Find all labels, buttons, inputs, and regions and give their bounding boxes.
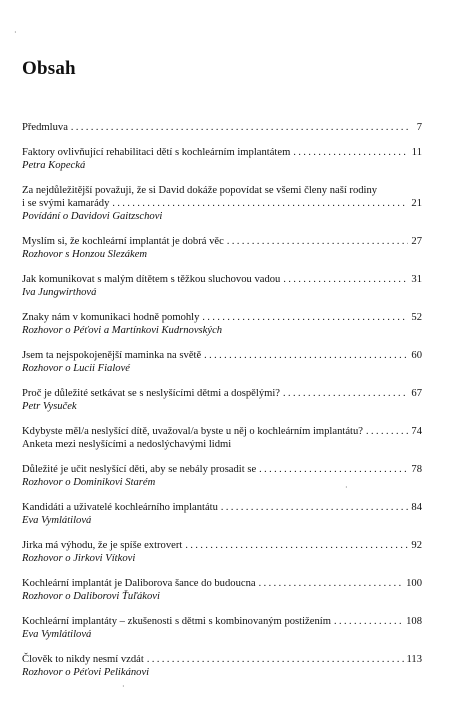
dot-leader bbox=[204, 349, 408, 362]
toc-entry[interactable] bbox=[22, 387, 422, 413]
toc-entry-line bbox=[22, 146, 422, 159]
toc-entry-title: Kochleární implantáty – zkušenosti s dětmi s kombinovaným postižením bbox=[22, 616, 331, 627]
toc-entry-line bbox=[22, 615, 422, 628]
toc-entry[interactable] bbox=[22, 349, 422, 375]
toc-entry-author: Rozhovor o Daliborovi Ťuľákovi bbox=[22, 591, 160, 602]
dot-leader bbox=[283, 387, 408, 400]
toc-entry-author: Rozhovor o Péťovi Pelikánovi bbox=[22, 667, 150, 678]
toc-entry-page-number: 52 bbox=[411, 312, 422, 323]
toc-entry-page-number: 92 bbox=[411, 540, 422, 551]
toc-entry-page-number: 74 bbox=[411, 426, 422, 437]
toc-entry-page-number: 108 bbox=[406, 616, 422, 627]
dot-leader bbox=[147, 653, 404, 666]
toc-entry-line bbox=[22, 387, 422, 400]
toc-entry[interactable] bbox=[22, 539, 422, 565]
toc-entry-line bbox=[22, 463, 422, 476]
dot-leader bbox=[71, 121, 411, 134]
toc-entry-title: Člověk to nikdy nesmí vzdát bbox=[22, 654, 144, 665]
toc-entry-author: Petra Kopecká bbox=[22, 160, 86, 171]
toc-entry-title: i se svými kamarády bbox=[22, 198, 110, 209]
toc-entry-title: Jsem ta nejspokojenější maminka na světě bbox=[22, 350, 202, 361]
toc-entry-author: Rozhovor o Péťovi a Martínkovi Kudrnovských bbox=[22, 325, 223, 336]
dot-leader bbox=[259, 463, 408, 476]
dot-leader bbox=[185, 539, 408, 552]
toc-entry-line bbox=[22, 197, 422, 210]
scan-speck: · bbox=[122, 682, 125, 691]
toc-entry-page-number: 7 bbox=[416, 122, 422, 133]
toc-entry[interactable] bbox=[22, 425, 422, 451]
toc-entry-title-line: Za nejdůležitější považuji, že si David dokáže popovídat se všemi členy naší rodiny bbox=[22, 185, 378, 196]
toc-entry[interactable] bbox=[22, 235, 422, 261]
toc-entry[interactable] bbox=[22, 501, 422, 527]
toc-entry-title: Znaky nám v komunikaci hodně pomohly bbox=[22, 312, 200, 323]
toc-entry-title: Faktory ovlivňující rehabilitaci dětí s kochleárním implantátem bbox=[22, 147, 291, 158]
toc-entry-author: Petr Vysuček bbox=[22, 401, 77, 412]
toc-entry-title: Myslím si, že kochleární implantát je dobrá věc bbox=[22, 236, 224, 247]
toc-entry[interactable] bbox=[22, 615, 422, 641]
toc-entry-page-number: 113 bbox=[406, 654, 422, 665]
toc-entry[interactable] bbox=[22, 273, 422, 299]
toc-entry-line bbox=[22, 235, 422, 248]
toc-entry-page-number: 31 bbox=[411, 274, 422, 285]
toc-entry-page-number: 67 bbox=[411, 388, 422, 399]
toc-entry-page-number: 60 bbox=[411, 350, 422, 361]
toc-entry-line bbox=[22, 273, 422, 286]
toc-entry-title: Předmluva bbox=[22, 122, 68, 133]
toc-entry-line bbox=[22, 501, 422, 514]
dot-leader bbox=[221, 501, 408, 514]
dot-leader bbox=[293, 146, 408, 159]
toc-entry-line bbox=[22, 425, 422, 438]
toc-entry[interactable] bbox=[22, 146, 422, 172]
toc-entry-title: Důležité je učit neslyšící děti, aby se nebály prosadit se bbox=[22, 464, 257, 475]
toc-entry-page-number: 21 bbox=[411, 198, 422, 209]
toc-entry-page-number: 100 bbox=[406, 578, 422, 589]
dot-leader bbox=[112, 197, 408, 210]
toc-entry-author: Rozhovor s Honzou Slezákem bbox=[22, 249, 148, 260]
toc-entry-line bbox=[22, 349, 422, 362]
toc-entry-line bbox=[22, 311, 422, 324]
toc-entry-title: Kochleární implantát je Daliborova šance do budoucna bbox=[22, 578, 256, 589]
toc-entry-author: Eva Vymlátilová bbox=[22, 629, 92, 640]
dot-leader bbox=[366, 425, 408, 438]
toc-entry-author: Rozhovor o Lucii Fialové bbox=[22, 363, 130, 374]
toc-entry[interactable] bbox=[22, 311, 422, 337]
page-title: Obsah bbox=[22, 58, 76, 79]
toc-entry-line bbox=[22, 577, 422, 590]
toc-entry-page-number: 11 bbox=[411, 147, 422, 158]
toc-entry[interactable] bbox=[22, 463, 422, 489]
toc-entry-title: Kandidáti a uživatelé kochleárního implantátu bbox=[22, 502, 218, 513]
toc-entry-line bbox=[22, 653, 422, 666]
toc-entry[interactable] bbox=[22, 121, 422, 134]
toc-entry[interactable] bbox=[22, 653, 422, 679]
dot-leader bbox=[334, 615, 403, 628]
dot-leader bbox=[283, 273, 408, 286]
toc-entry-line bbox=[22, 121, 422, 134]
dot-leader bbox=[202, 311, 408, 324]
toc-page bbox=[22, 0, 422, 705]
toc-entry[interactable] bbox=[22, 577, 422, 603]
table-of-contents bbox=[22, 121, 422, 691]
scan-speck: · bbox=[14, 28, 17, 37]
toc-entry-author: Rozhovor o Jirkovi Vítkovi bbox=[22, 553, 136, 564]
toc-entry-author: Rozhovor o Dominikovi Starém bbox=[22, 477, 156, 488]
scan-speck: · bbox=[345, 483, 348, 492]
toc-entry-title: Jak komunikovat s malým dítětem s těžkou sluchovou vadou bbox=[22, 274, 281, 285]
toc-entry-title: Proč je důležité setkávat se s neslyšícími dětmi a dospělými? bbox=[22, 388, 281, 399]
toc-entry-author: Iva Jungwirthová bbox=[22, 287, 97, 298]
toc-entry-title: Jirka má výhodu, že je spíše extrovert bbox=[22, 540, 183, 551]
dot-leader bbox=[227, 235, 409, 248]
toc-entry-title: Kdybyste měl/a neslyšící dítě, uvažoval/a byste u něj o kochleárním implantátu? bbox=[22, 426, 363, 437]
toc-entry-line bbox=[22, 539, 422, 552]
toc-entry-page-number: 27 bbox=[411, 236, 422, 247]
toc-entry-author: Eva Vymlátilová bbox=[22, 515, 92, 526]
toc-entry-page-number: 84 bbox=[411, 502, 422, 513]
dot-leader bbox=[259, 577, 404, 590]
toc-entry-page-number: 78 bbox=[411, 464, 422, 475]
toc-entry-author: Povídání o Davidovi Gaitzschovi bbox=[22, 211, 163, 222]
toc-entry-subtitle: Anketa mezi neslyšícími a nedoslýchavými lidmi bbox=[22, 439, 232, 450]
toc-entry[interactable] bbox=[22, 184, 422, 223]
